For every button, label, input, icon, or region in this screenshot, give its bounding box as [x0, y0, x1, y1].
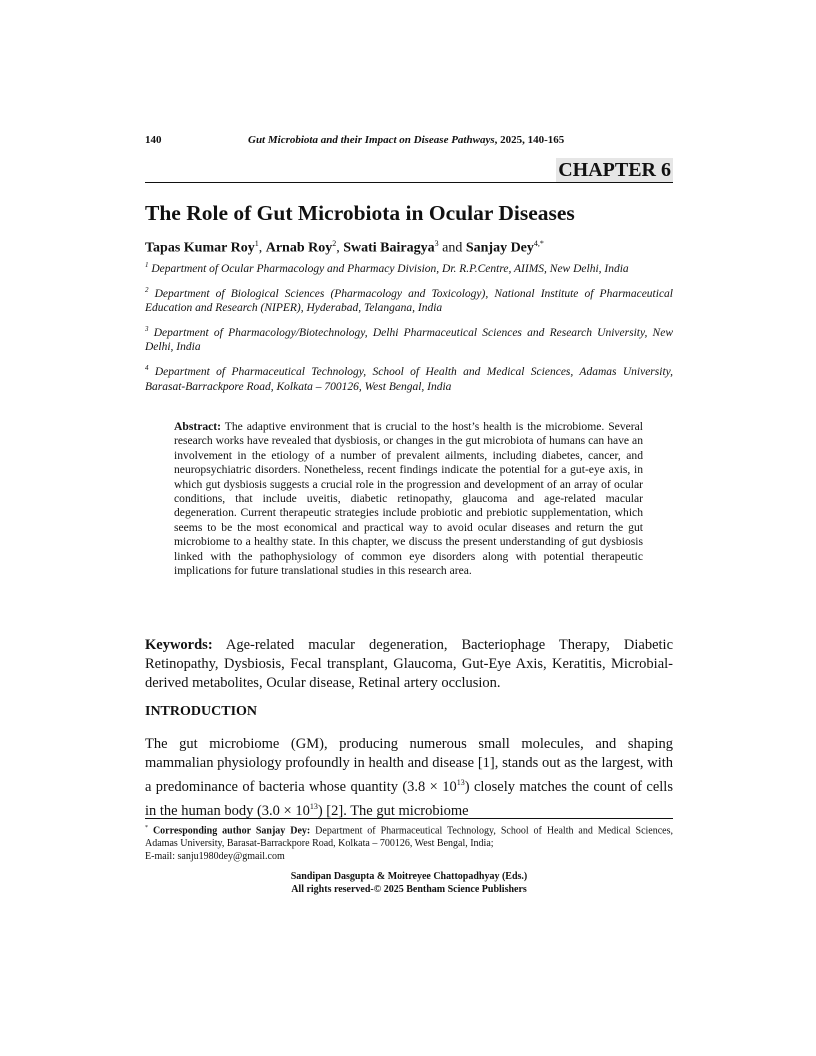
affiliation-text: Department of Pharmacology/Biotechnology, Delhi Pharmaceutical Sciences and Research University, New Delhi, India — [145, 326, 673, 354]
author-sup: 4,* — [533, 239, 544, 248]
affiliation — [145, 361, 673, 394]
page-number: 140 — [145, 134, 162, 146]
article-title: The Role of Gut Microbiota in Ocular Diseases — [145, 201, 575, 225]
abstract-label: Abstract: — [174, 420, 222, 433]
journal-title — [248, 134, 564, 146]
affiliation — [145, 322, 673, 355]
affiliation-sup: 4 — [145, 364, 149, 372]
author-name: Arnab Roy — [265, 240, 333, 256]
affiliation — [145, 283, 673, 316]
author-sup: 3 — [434, 239, 439, 248]
rights-line: All rights reserved-© 2025 Bentham Science Publishers — [291, 883, 527, 895]
author-name: Swati Bairagya — [343, 240, 435, 256]
author-separator: , — [336, 240, 344, 256]
author-separator: , — [258, 240, 266, 256]
footnote — [145, 822, 673, 863]
footnote-email: E-mail: sanju1980dey@gmail.com — [145, 850, 285, 862]
keywords — [145, 636, 673, 693]
intro-text-part: The gut microbiome (GM), producing numerous small molecules, and shaping mammalian physiology profoundly in health and disease [1], stands out as the largest, with a predominance of bacteria whose quantity (3.8 × 10 — [145, 736, 673, 795]
publisher-block — [145, 871, 673, 896]
footnote-marker: * — [145, 825, 148, 831]
affiliations — [145, 258, 673, 400]
affiliation-text: Department of Ocular Pharmacology and Pharmacy Division, Dr. R.P.Centre, AIIMS, New Delhi, India — [151, 262, 629, 275]
affiliation-text: Department of Pharmaceutical Technology, School of Health and Medical Sciences, Adamas University, Barasat-Barrackpore Road, Kolkata – 700126, West Bengal, India — [145, 365, 673, 393]
author-separator: and — [438, 240, 466, 256]
footnote-text: Department of Pharmaceutical Technology, School of Health and Medical Sciences, Adamas University, Barasat-Barrackpore Road, Kolkata – 700126, West Bengal, India; — [145, 825, 674, 849]
footnote-label: Corresponding author Sanjay Dey: — [152, 825, 311, 837]
affiliation-sup: 3 — [145, 324, 149, 333]
author-name: Tapas Kumar Roy — [145, 240, 255, 256]
introduction-paragraph — [145, 735, 673, 821]
editors-line: Sandipan Dasgupta & Moitreyee Chattopadhyay (Eds.) — [290, 871, 528, 882]
journal-meta: , 2025, 140-165 — [494, 134, 565, 146]
affiliation — [145, 258, 673, 277]
author-name: Sanjay Dey — [465, 240, 534, 256]
intro-text-part: ) [2]. The gut microbiome — [317, 802, 469, 819]
affiliation-sup: 2 — [145, 285, 149, 294]
chapter-rule — [145, 182, 673, 183]
exponent: 13 — [456, 778, 465, 787]
journal-title-text: Gut Microbiota and their Impact on Disease Pathways — [248, 134, 495, 146]
exponent: 13 — [309, 801, 318, 811]
affiliation-sup: 1 — [145, 261, 149, 269]
footnote-rule — [145, 818, 673, 819]
keywords-label: Keywords: — [145, 637, 213, 653]
keywords-text: Age-related macular degeneration, Bacteriophage Therapy, Diabetic Retinopathy, Dysbiosis, Fecal transplant, Glaucoma, Gut-Eye Axis, Keratitis, Microbial-derived metabolites, Ocular disease, Retinal artery occlusion. — [145, 637, 673, 691]
abstract — [174, 420, 643, 578]
author-sup: 1 — [254, 239, 259, 248]
author-list — [145, 235, 673, 258]
abstract-text: The adaptive environment that is crucial to the host’s health is the microbiome. Several research works have revealed that dysbiosis, or changes in the gut microbiota of humans can have an involvement in the etiology of a number of prevalent ailments, including diabetes, cancer, and neuropsychiatric disorders. Nonetheless, recent findings indicate the potential for a gut-eye axis, in which gut dysbiosis suggests a crucial role in the progression and development of an array of ocular conditions, that include uveitis, diabetic retinopathy, glaucoma and age-related macular degeneration. Current therapeutic strategies include probiotic and prebiotic supplementation, which seems to be the most economical and practical way to avoid ocular diseases and return the gut microbiome to a healthy state. In this chapter, we discuss the present understanding of gut dysbiosis linked with the pathophysiology of common eye disorders along with potential therapeutic implications for future translational studies in this research area. — [174, 420, 643, 578]
chapter-label: CHAPTER 6 — [558, 159, 671, 181]
section-heading-introduction: INTRODUCTION — [145, 704, 258, 719]
affiliation-text: Department of Biological Sciences (Pharmacology and Toxicology), National Institute of Pharmaceutical Education and Research (NIPER), Hyderabad, Telangana, India — [145, 287, 674, 315]
author-sup: 2 — [332, 239, 337, 248]
intro-text-part: ) closely matches the count of cells in the human body (3.0 × 10 — [145, 778, 673, 819]
